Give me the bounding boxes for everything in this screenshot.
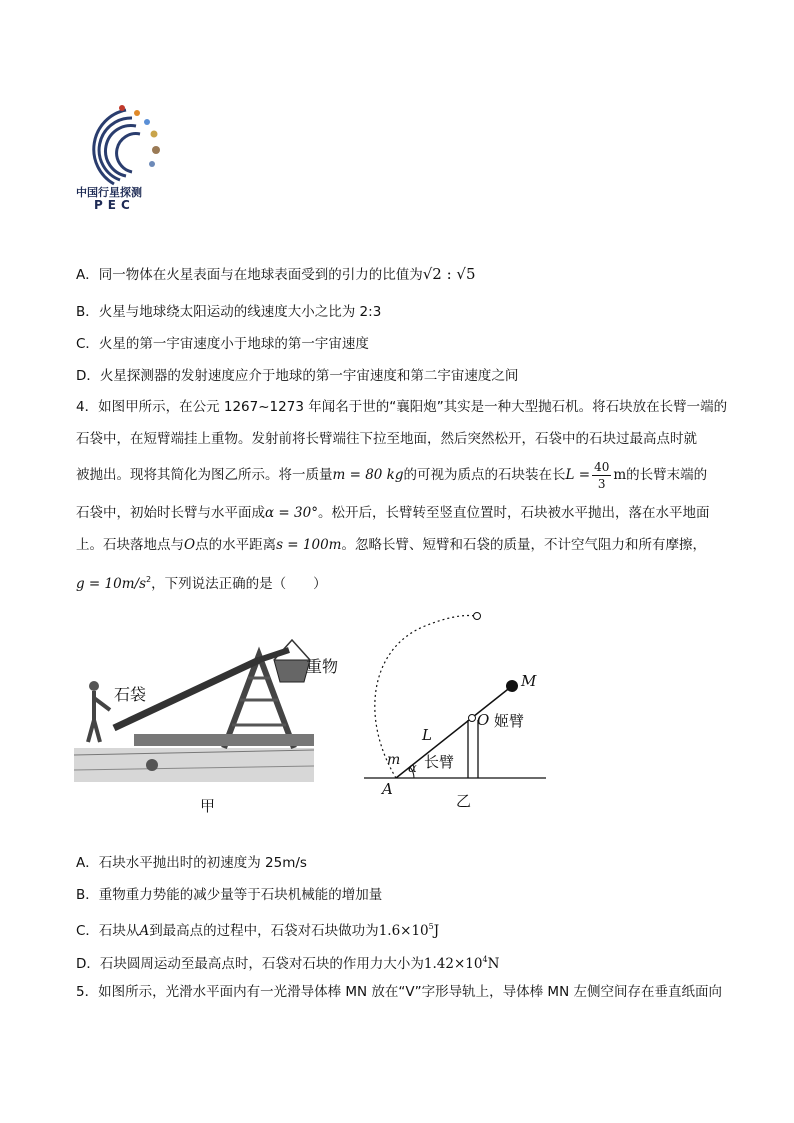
q4-line-1: 4．如图甲所示，在公元 1267~1273 年闻名于世的“襄阳炮”其实是一种大型抛石机。将石块放在长臂一端的 — [76, 399, 728, 415]
q3-option-c: C．火星的第一宇宙速度小于地球的第一宇宙速度 — [76, 336, 369, 352]
point-a: A — [139, 923, 150, 939]
text: ，下列说法正确的是（ ） — [151, 576, 327, 592]
label-long-arm: 长臂 — [424, 753, 455, 771]
angle-value: α = 30° — [265, 505, 318, 521]
label-short-arm: 姬臂 — [494, 712, 525, 730]
label-A: A — [382, 780, 393, 798]
length-fraction — [592, 461, 611, 490]
q4-line-6 — [76, 570, 327, 594]
distance-value: s = 100m — [276, 537, 342, 553]
text: 点的水平距离 — [195, 537, 277, 553]
exponent: 4 — [482, 955, 488, 964]
q4-option-b: B．重物重力势能的减少量等于石块机械能的增加量 — [76, 887, 383, 903]
mass-value: m = 80 kg — [332, 467, 404, 483]
q5-line-1: 5．如图所示，光滑水平面内有一光滑导体棒 MN 放在“V”字形导轨上，导体棒 MN 左侧空间存在垂直纸面向 — [76, 984, 722, 1000]
trebuchet-illustration-icon — [74, 630, 344, 790]
length-symbol: L = — [565, 467, 591, 483]
fraction-numerator: 40 — [594, 459, 610, 474]
q3-option-b: B．火星与地球绕太阳运动的线速度大小之比为 2:3 — [76, 304, 382, 320]
unit: N — [487, 956, 500, 972]
text: 。忽略长臂、短臂和石袋的质量，不计空气阻力和所有摩擦， — [341, 537, 706, 553]
text: C．石块从 — [76, 923, 140, 939]
fraction-denominator: 3 — [597, 476, 606, 491]
caption-yi: 乙 — [456, 792, 472, 810]
text: 到最高点的过程中，石袋对石块做功为 — [149, 923, 379, 939]
q4-option-a: A．石块水平抛出时的初速度为 25m/s — [76, 855, 307, 871]
text: 上。石块落地点与 — [76, 537, 184, 553]
label-alpha: α — [408, 761, 417, 776]
logo-cn-text: 中国行星探测 — [76, 186, 142, 199]
option-text: A．同一物体在火星表面与在地球表面受到的引力的比值为 — [76, 267, 423, 283]
text: 石袋中，初始时长臂与水平面成 — [76, 505, 265, 521]
logo-en-text: PEC — [94, 198, 135, 212]
label-O: O — [477, 711, 490, 729]
q3-option-d: D．火星探测器的发射速度应介于地球的第一宇宙速度和第二宇宙速度之间 — [76, 368, 519, 384]
text: 的长臂末端的 — [626, 467, 708, 483]
q4-option-c — [76, 917, 439, 941]
unit: m — [613, 467, 627, 483]
text: 被抛出。现将其简化为图乙所示。将一质量 — [76, 467, 333, 483]
exponent: 2 — [146, 575, 152, 584]
figure-diagram — [350, 608, 560, 818]
caption-jia: 甲 — [200, 797, 216, 815]
q4-line-2: 石袋中，在短臂端挂上重物。发射前将长臂端往下拉至地面，然后突然松开，石袋中的石块过最高点时就 — [76, 431, 697, 447]
pec-logo — [74, 100, 166, 216]
q4-line-4 — [76, 503, 709, 523]
q4-line-3 — [76, 460, 707, 490]
ratio-value: √2 : √5 — [422, 265, 476, 283]
unit: J — [433, 923, 440, 939]
force-value: 1.42×10 — [423, 956, 483, 972]
text: 的可视为质点的石块装在长 — [403, 467, 566, 483]
planet-orbit-logo-icon — [74, 100, 166, 190]
figure-trebuchet — [74, 630, 344, 820]
q4-option-d — [76, 950, 499, 974]
gravity-value: g = 10m/s — [76, 576, 146, 592]
text: D．石块圆周运动至最高点时，石袋对石块的作用力大小为 — [76, 956, 424, 972]
label-M: M — [521, 672, 537, 690]
label-m: m — [387, 752, 401, 768]
label-L: L — [422, 726, 432, 744]
label-stone-bag: 石袋 — [114, 682, 146, 705]
q3-option-a — [76, 264, 476, 285]
text: 。松开后，长臂转至竖直位置时，石块被水平抛出，落在水平地面 — [317, 505, 710, 521]
exponent: 5 — [428, 922, 434, 931]
q4-line-5 — [76, 535, 706, 555]
label-weight: 重物 — [306, 657, 339, 676]
work-value: 1.6×10 — [378, 923, 429, 939]
point-o: O — [184, 537, 196, 553]
